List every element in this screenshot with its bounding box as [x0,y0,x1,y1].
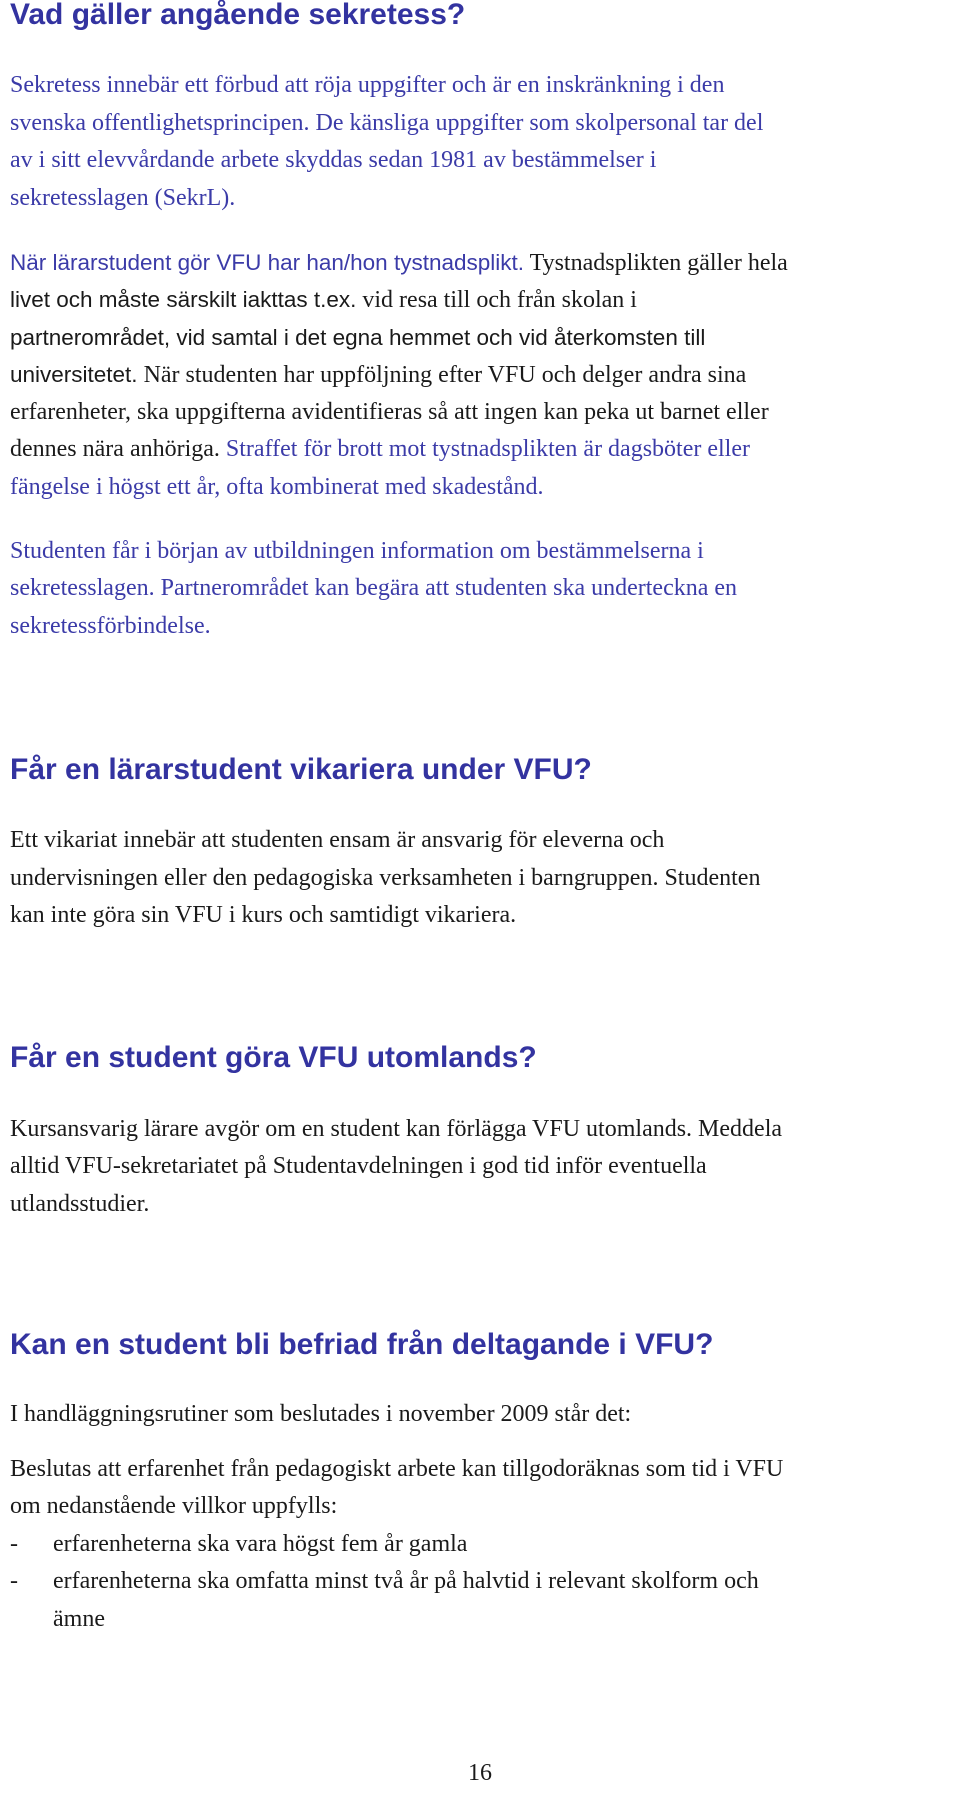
text-run: När studenten har uppföljning efter VFU och delger andra sina [137,362,747,388]
paragraph-line: fängelse i högst ett år, ofta kombinerat med skadestånd. [10,474,544,500]
paragraph-line: erfarenheter, ska uppgifterna avidentifieras så att ingen kan peka ut barnet eller [10,399,769,425]
paragraph-line [10,356,746,395]
section-heading-sekretess: Vad gäller angående sekretess? [10,0,466,31]
paragraph-line: svenska offentlighetsprincipen. De känsliga uppgifter som skolpersonal tar del [10,110,764,136]
paragraph-line: av i sitt elevvårdande arbete skyddas sedan 1981 av bestämmelser i [10,147,657,173]
list-item-text: erfarenheterna ska vara högst fem år gamla [53,1531,468,1557]
paragraph-line: utlandsstudier. [10,1191,150,1217]
section-heading-vikariera: Får en lärarstudent vikariera under VFU? [10,753,592,786]
list-bullet: - [10,1568,18,1594]
text-run: Tystnadsplikten gäller hela [524,250,788,276]
paragraph-line [10,244,788,283]
section-heading-befriad: Kan en student bli befriad från deltagande i VFU? [10,1328,714,1361]
text-run: universitetet. [10,362,138,387]
paragraph-line: Ett vikariat innebär att studenten ensam är ansvarig för eleverna och [10,827,665,853]
text-run: dennes nära anhöriga. [10,436,220,462]
text-run: livet och måste särskilt iakttas t.ex. [10,287,357,312]
text-run: Straffet för brott mot tystnadsplikten är dagsböter eller [219,436,750,462]
paragraph-line: alltid VFU-sekretariatet på Studentavdelningen i god tid inför eventuella [10,1153,707,1179]
list-item-text: erfarenheterna ska omfatta minst två år på halvtid i relevant skolform och [53,1568,759,1594]
list-item-text: ämne [53,1606,105,1632]
text-run: vid resa till och från skolan i [356,287,637,313]
paragraph-line: sekretesslagen. Partnerområdet kan begära att studenten ska underteckna en [10,575,738,601]
paragraph-line: Kursansvarig lärare avgör om en student kan förlägga VFU utomlands. Meddela [10,1116,783,1142]
text-run: partnerområdet, vid samtal i det egna hemmet och vid återkomsten till [10,325,706,350]
list-bullet: - [10,1531,18,1557]
paragraph-line [10,281,637,320]
text-run: När lärarstudent gör VFU har han/hon tystnadsplikt. [10,250,525,275]
paragraph-line: Studenten får i början av utbildningen information om bestämmelserna i [10,538,704,564]
paragraph-line: sekretessförbindelse. [10,613,211,639]
paragraph-line: undervisningen eller den pedagogiska verksamheten i barngruppen. Studenten [10,865,761,891]
paragraph-line [10,319,705,358]
paragraph-line: Beslutas att erfarenhet från pedagogiskt arbete kan tillgodoräknas som tid i VFU [10,1456,784,1482]
paragraph-line: kan inte göra sin VFU i kurs och samtidigt vikariera. [10,902,517,928]
paragraph-line [10,431,750,469]
paragraph-line: om nedanstående villkor uppfylls: [10,1493,338,1519]
section-heading-utomlands: Får en student göra VFU utomlands? [10,1041,537,1074]
paragraph-line: Sekretess innebär ett förbud att röja uppgifter och är en inskränkning i den [10,72,725,98]
page-number: 16 [468,1760,492,1786]
paragraph-line: I handläggningsrutiner som beslutades i november 2009 står det: [10,1401,632,1427]
paragraph-line: sekretesslagen (SekrL). [10,185,236,211]
